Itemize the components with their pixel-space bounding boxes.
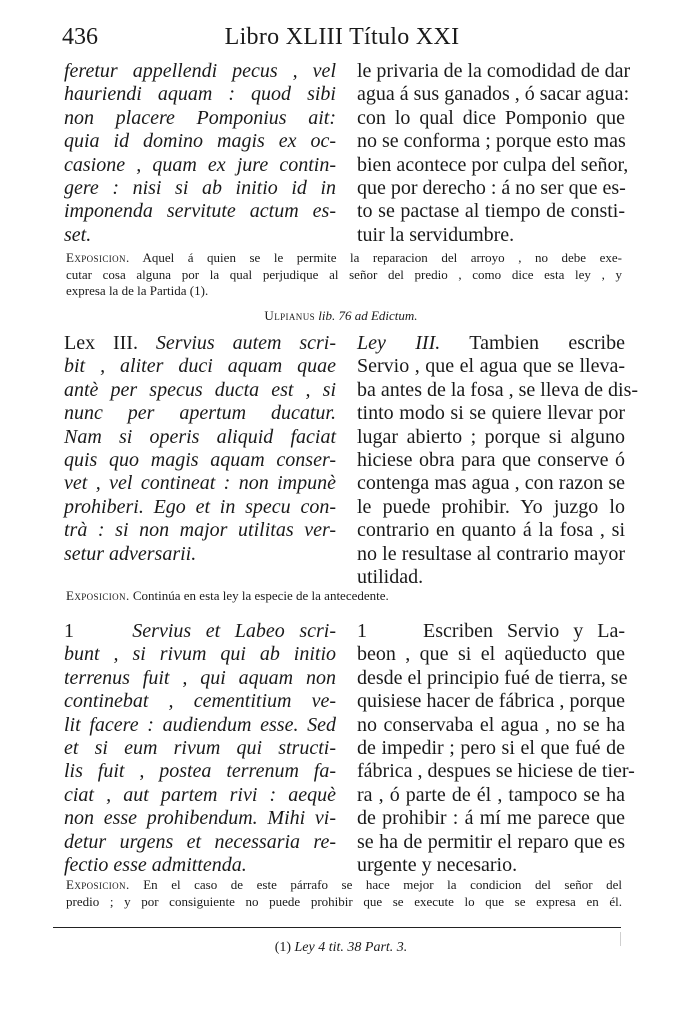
spanish-line: le puede prohibir. Yo juzgo lo: [357, 495, 625, 518]
latin-line: vet , vel contineat : non impunè: [64, 472, 336, 495]
exposicion-note-1: [66, 250, 622, 300]
footnote: [0, 940, 682, 956]
spanish-line: que por derecho : á no ser que es-: [357, 177, 626, 200]
latin-line: lis fuit , postea terrenum fa-: [64, 760, 336, 783]
running-head: Libro XLIII Título XXI: [224, 24, 460, 50]
latin-line: [64, 620, 336, 643]
exposicion-text: Continúa en esta ley la especie de la antecedente.: [132, 588, 389, 603]
latin-line: ciat , aut partem rivi : aequè: [64, 783, 336, 806]
latin-line: continebat , cementitium ve-: [64, 690, 336, 713]
footnote-mark: (1): [274, 940, 292, 955]
latin-line: prohiberi. Ego et in specu con-: [64, 495, 336, 518]
page-header: [62, 24, 622, 54]
exposicion-text: Aquel á quien se le permite la reparacion del arroyo , no debe exe-: [142, 250, 622, 265]
lex-heading: Lex III.: [64, 332, 138, 354]
latin-text: Servius autem scri-: [155, 332, 336, 354]
spanish-line: tuir la servidumbre.: [357, 223, 515, 246]
spanish-line: urgente y necesario.: [357, 854, 518, 877]
spanish-line: contrario en quanto á la fosa , si: [357, 519, 625, 542]
latin-text: Servius et Labeo scri-: [132, 620, 336, 642]
ley-heading: Ley III.: [357, 332, 441, 354]
exposicion-line: [66, 250, 622, 267]
exposicion-note-3: [66, 877, 622, 910]
paragraph-number: 1: [64, 620, 74, 642]
attribution-source: lib. 76 ad Edictum.: [318, 308, 418, 323]
spanish-column-2: [357, 332, 639, 589]
spanish-line: bien acontece por culpa del señor,: [357, 153, 629, 176]
spanish-line: de prohibir : á mí me parece que: [357, 807, 625, 830]
exposicion-note-2: [66, 588, 622, 605]
spanish-line: contenga mas agua , con razon se: [357, 472, 625, 495]
latin-line: terrenus fuit , qui aquam non: [64, 666, 336, 689]
spanish-line: no se conforma ; porque esto mas: [357, 130, 626, 153]
footnote-rule: [53, 927, 621, 928]
spanish-line: se ha de permitir el reparo que es: [357, 830, 625, 853]
latin-line: hauriendi aquam : quod sibi: [64, 83, 336, 106]
spanish-line: desde el principio fué de tierra, se: [357, 666, 628, 689]
spanish-line: to se pactase al tiempo de consti-: [357, 200, 625, 223]
spanish-line: no le resultase al contrario mayor: [357, 542, 625, 565]
latin-line: quis quo magis aquam conser-: [64, 449, 336, 472]
exposicion-line: [66, 877, 622, 894]
page-number: 436: [62, 24, 98, 50]
spanish-line: hiciese obra para que conserve ó: [357, 449, 625, 472]
exposicion-label: Exposicion.: [66, 877, 130, 892]
latin-line: feretur appellendi pecus , vel: [64, 60, 336, 82]
spanish-line: fábrica , despues se hiciese de tier-: [357, 760, 635, 783]
exposicion-line: [66, 588, 622, 605]
source-attribution: [0, 308, 682, 324]
spanish-line: Servio , que el agua que se lleva-: [357, 355, 625, 378]
latin-line: trà : si non major utilitas ver-: [64, 519, 336, 542]
latin-line: quia id domino magis ex oc-: [64, 130, 336, 153]
spanish-line: no conservaba el agua , no se ha: [357, 713, 625, 736]
latin-line: non esse prohibendum. Mihi vi-: [64, 807, 336, 830]
latin-line: gere : nisi si ab initio id in: [64, 177, 336, 200]
exposicion-label: Exposicion.: [66, 250, 130, 265]
latin-line: bunt , si rivum qui ab initio: [64, 643, 336, 666]
latin-line: lit facere : audiendum esse. Sed: [64, 713, 336, 736]
latin-line: Nam si operis aliquid faciat: [64, 425, 336, 448]
latin-line: bit , aliter duci aquam quae: [64, 355, 336, 378]
latin-line: detur urgens et necessaria re-: [64, 830, 336, 853]
latin-column-1: [64, 60, 336, 247]
latin-line: set.: [64, 223, 92, 246]
exposicion-label: Exposicion.: [66, 588, 130, 603]
latin-line: nunc per apertum ducatur.: [64, 402, 336, 425]
latin-line: setur adversarii.: [64, 542, 197, 565]
spanish-line: agua á sus ganados , ó sacar agua:: [357, 83, 630, 106]
spanish-line: le privaria de la comodidad de dar: [357, 60, 631, 82]
latin-line: casione , quam ex jure contin-: [64, 153, 336, 176]
latin-line: [64, 332, 336, 355]
exposicion-line: expresa la de la Partida (1).: [66, 283, 209, 298]
latin-line: non placere Pomponius ait:: [64, 106, 336, 129]
spanish-line: lugar abierto ; porque si alguno: [357, 425, 625, 448]
latin-line: fectio esse admittenda.: [64, 854, 247, 877]
latin-line: antè per specus ducta est , si: [64, 378, 336, 401]
spanish-text: Tambien escribe: [469, 332, 625, 354]
spanish-line: de impedir ; pero si el que fué de: [357, 737, 625, 760]
spanish-line: [357, 332, 625, 355]
spanish-line: ra , ó parte de él , tampoco se ha: [357, 783, 625, 806]
spanish-column-3: [357, 620, 635, 877]
spanish-column-1: [357, 60, 631, 247]
paragraph-number: 1: [357, 620, 367, 642]
spanish-text: Escriben Servio y La-: [423, 620, 625, 642]
exposicion-line: cutar cosa alguna por la qual perjudique al señor del predio , como dice esta ley , y: [66, 266, 622, 282]
spanish-line: con lo qual dice Pomponio que: [357, 106, 625, 129]
spanish-line: [357, 620, 625, 643]
spanish-line: beon , que si el aqüeducto que: [357, 643, 625, 666]
latin-column-2: [64, 332, 336, 566]
spanish-line: tinto modo si se quiere llevar por: [357, 402, 625, 425]
exposicion-line: predio ; y por consiguiente no puede prohibir que se execute lo que se expresa en él.: [66, 893, 622, 909]
spanish-line: utilidad.: [357, 566, 424, 589]
footnote-text: Ley 4 tit. 38 Part. 3.: [294, 940, 408, 955]
spanish-line: ba antes de la fosa , se lleva de dis-: [357, 378, 639, 401]
attribution-author: Ulpianus: [264, 308, 316, 323]
latin-line: imponenda servitute actum es-: [64, 200, 336, 223]
latin-column-3: [64, 620, 336, 877]
exposicion-text: En el caso de este párrafo se hace mejor la condicion del señor del: [143, 877, 623, 892]
spanish-line: quisiese hacer de fábrica , porque: [357, 690, 625, 713]
latin-line: et si eum rivum qui structi-: [64, 737, 336, 760]
